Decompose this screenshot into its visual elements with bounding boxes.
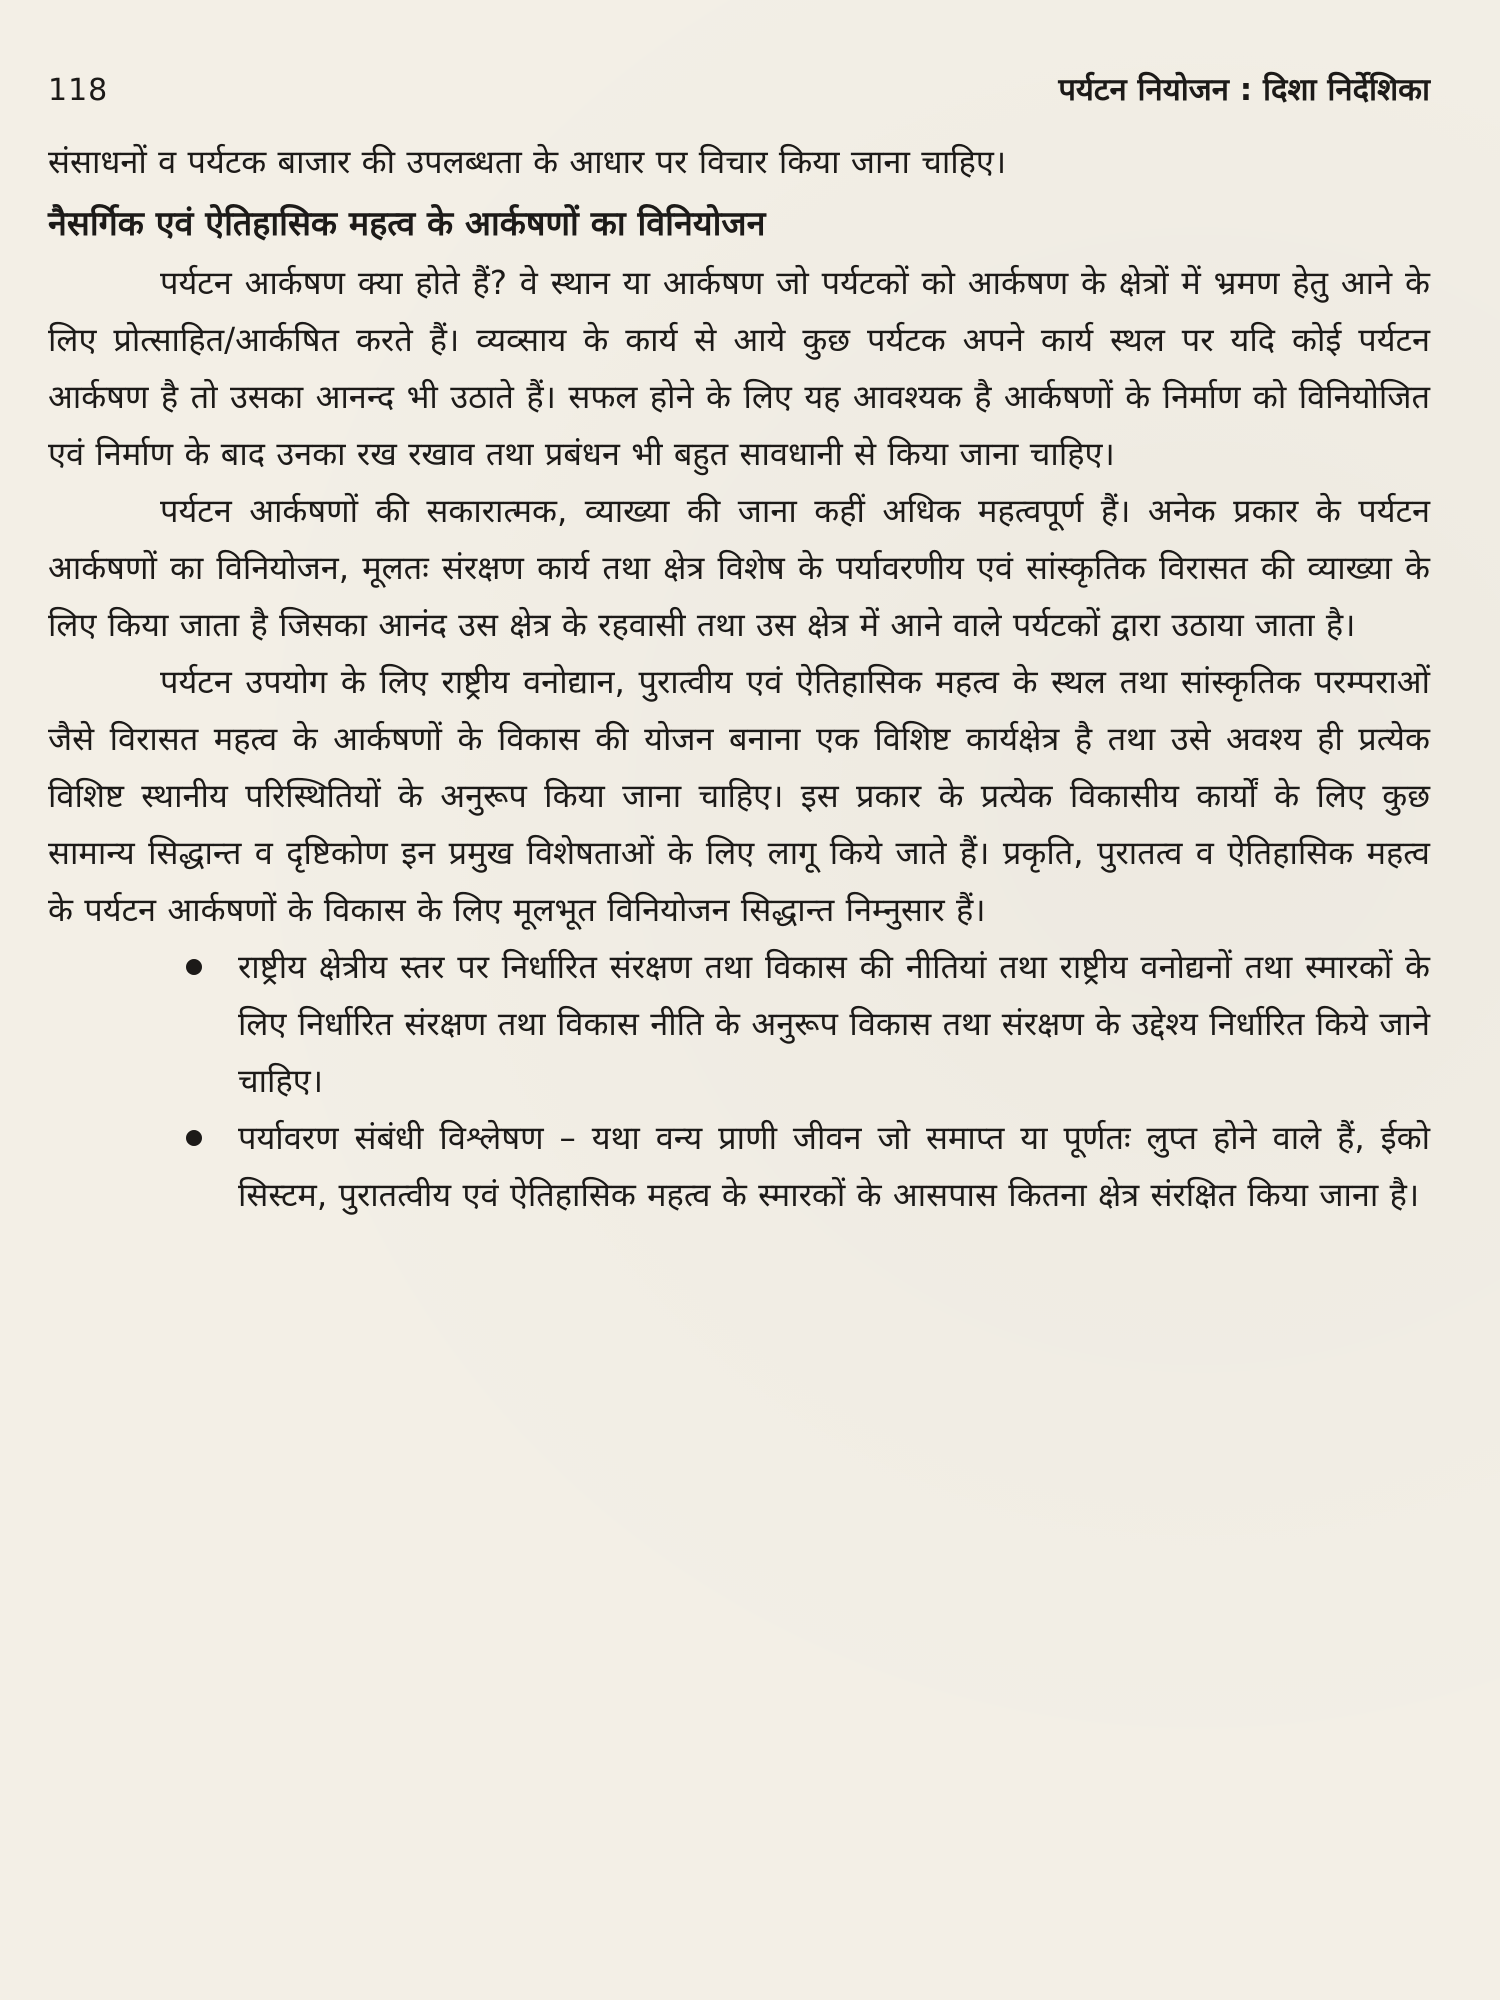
bullet-item-2: [238, 1110, 1430, 1224]
paragraph-3: पर्यटन उपयोग के लिए राष्ट्रीय वनोद्यान, पुरात्वीय एवं ऐतिहासिक महत्व के स्थल तथा सांस्कृतिक परम्पराओं जैसे विरासत महत्व के आर्कषणों के विकास की योजन बनाना एक विशिष्ट कार्यक्षेत्र है तथा उसे अवश्य ही प्रत्येक विशिष्ट स्थानीय परिस्थितियों के अनुरूप किया जाना चाहिए। इस प्रकार के प्रत्येक विकासीय कार्यों के लिए कुछ सामान्य सिद्धान्त व दृष्टिकोण इन प्रमुख विशेषताओं के लिए लागू किये जाते हैं। प्रकृति, पुरातत्व व ऐतिहासिक महत्व के पर्यटन आर्कषणों के विकास के लिए मूलभूत विनियोजन सिद्धान्त निम्नुसार हैं।: [48, 663, 1430, 929]
bullet-item-1: [238, 939, 1430, 1110]
book-title: पर्यटन नियोजन : दिशा निर्देशिका: [1058, 72, 1430, 108]
page-number: 118: [48, 73, 109, 108]
section-heading: नैसर्गिक एवं ऐतिहासिक महत्व के आर्कषणों का विनियोजन: [48, 204, 766, 244]
bullet-dot-icon: [186, 959, 202, 975]
bullet-dot-icon: [186, 1130, 202, 1146]
running-header: [48, 68, 1430, 120]
bullet-text-1: राष्ट्रीय क्षेत्रीय स्तर पर निर्धारित संरक्षण तथा विकास की नीतियां तथा राष्ट्रीय वनोद्यनों तथा स्मारकों के लिए निर्धारित संरक्षण तथा विकास नीति के अनुरूप विकास तथा संरक्षण के उद्देश्य निर्धारित किये जाने चाहिए।: [238, 948, 1430, 1100]
bullet-list: [48, 939, 1430, 1224]
paragraph-2: पर्यटन आर्कषणों की सकारात्मक, व्याख्या की जाना कहीं अधिक महत्वपूर्ण हैं। अनेक प्रकार के पर्यटन आर्कषणों का विनियोजन, मूलतः संरक्षण कार्य तथा क्षेत्र विशेष के पर्यावरणीय एवं सांस्कृतिक विरासत की व्याख्या के लिए किया जाता है जिसका आनंद उस क्षेत्र के रहवासी तथा उस क्षेत्र में आने वाले पर्यटकों द्वारा उठाया जाता है।: [48, 492, 1430, 644]
bullet-text-2: पर्यावरण संबंधी विश्लेषण – यथा वन्य प्राणी जीवन जो समाप्त या पूर्णतः लुप्त होने वाले हैं, ईको सिस्टम, पुरातत्वीय एवं ऐतिहासिक महत्व के स्मारकों के आसपास कितना क्षेत्र संरक्षित किया जाना है।: [238, 1119, 1430, 1214]
paragraph-1: पर्यटन आर्कषण क्या होते हैं? वे स्थान या आर्कषण जो पर्यटकों को आर्कषण के क्षेत्रों में भ्रमण हेतु आने के लिए प्रोत्साहित/आर्कषित करते हैं। व्यव्साय के कार्य से आये कुछ पर्यटक अपने कार्य स्थल पर यदि कोई पर्यटन आर्कषण है तो उसका आनन्द भी उठाते हैं। सफल होने के लिए यह आवश्यक है आर्कषणों के निर्माण को विनियोजित एवं निर्माण के बाद उनका रख रखाव तथा प्रबंधन भी बहुत सावधानी से किया जाना चाहिए।: [48, 264, 1430, 473]
continued-paragraph: संसाधनों व पर्यटक बाजार की उपलब्धता के आधार पर विचार किया जाना चाहिए।: [48, 143, 1007, 181]
